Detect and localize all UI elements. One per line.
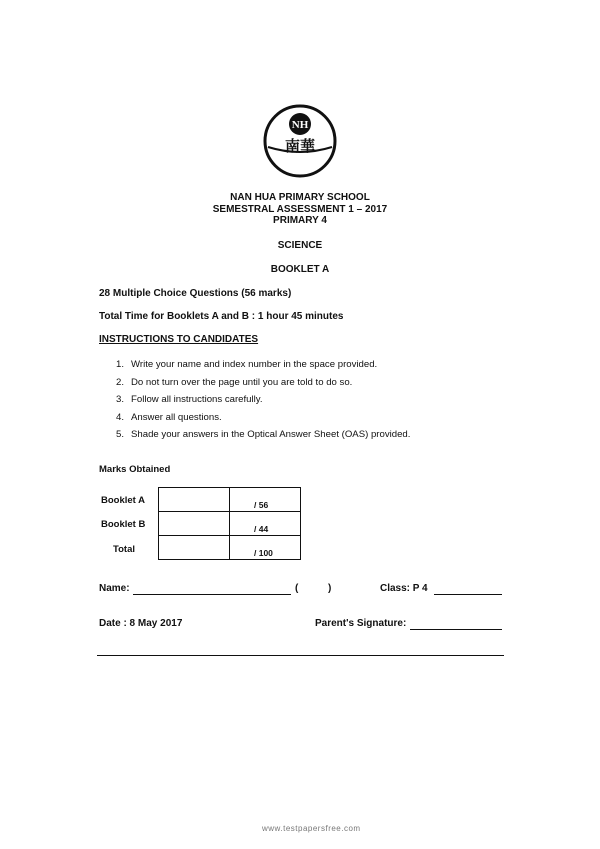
school-logo: [262, 103, 338, 179]
name-field[interactable]: [133, 594, 291, 595]
class-field[interactable]: [434, 594, 502, 595]
instruction-item: 5. Shade your answers in the Optical Answer Sheet (OAS) provided.: [116, 429, 411, 440]
instructions-list: [116, 356, 476, 444]
marks-input-cell[interactable]: [159, 488, 230, 512]
instruction-item: 3. Follow all instructions carefully.: [116, 394, 263, 405]
marks-row-label: Total: [113, 544, 135, 555]
assessment-title: SEMESTRAL ASSESSMENT 1 – 2017: [212, 203, 388, 215]
questions-info: 28 Multiple Choice Questions (56 marks): [99, 288, 292, 299]
table-row: [159, 512, 301, 536]
time-info: Total Time for Booklets A and B : 1 hour 45 minutes: [99, 311, 344, 322]
marks-input-cell[interactable]: [159, 536, 230, 560]
instruction-item: 4. Answer all questions.: [116, 411, 222, 423]
index-number-field[interactable]: [300, 583, 326, 595]
instruction-item: 1. Write your name and index number in the space provided.: [116, 359, 378, 370]
instructions-title: INSTRUCTIONS TO CANDIDATES: [99, 334, 259, 345]
school-name: NAN HUA PRIMARY SCHOOL: [230, 192, 370, 203]
name-label: Name:: [99, 583, 130, 594]
logo-chinese: 南華: [284, 137, 316, 155]
marks-title: Marks Obtained: [99, 464, 171, 475]
index-paren-close: ): [328, 583, 332, 594]
booklet-title: BOOKLET A: [270, 264, 330, 275]
signature-label: Parent's Signature:: [315, 618, 407, 629]
marks-input-cell[interactable]: [159, 512, 230, 536]
date-label: Date : 8 May 2017: [99, 618, 183, 629]
index-paren-open: (: [295, 583, 299, 594]
logo-initials: NH: [291, 119, 309, 131]
table-row: [159, 536, 301, 560]
marks-total-cell: / 44: [230, 512, 301, 536]
marks-total-cell: / 100: [230, 536, 301, 560]
signature-field[interactable]: [410, 629, 502, 630]
level: PRIMARY 4: [273, 215, 327, 226]
marks-row-label: Booklet A: [101, 495, 145, 506]
marks-total-cell: / 56: [230, 488, 301, 512]
class-label: Class: P 4: [380, 583, 428, 594]
marks-table: [158, 487, 301, 560]
footer-url: www.testpapersfree.com: [262, 824, 361, 833]
subject: SCIENCE: [277, 240, 323, 251]
instruction-item: 2. Do not turn over the page until you are told to do so.: [116, 376, 353, 388]
table-row: [159, 488, 301, 512]
header-block: [150, 192, 450, 227]
marks-row-label: Booklet B: [101, 519, 146, 530]
divider: [97, 655, 504, 656]
